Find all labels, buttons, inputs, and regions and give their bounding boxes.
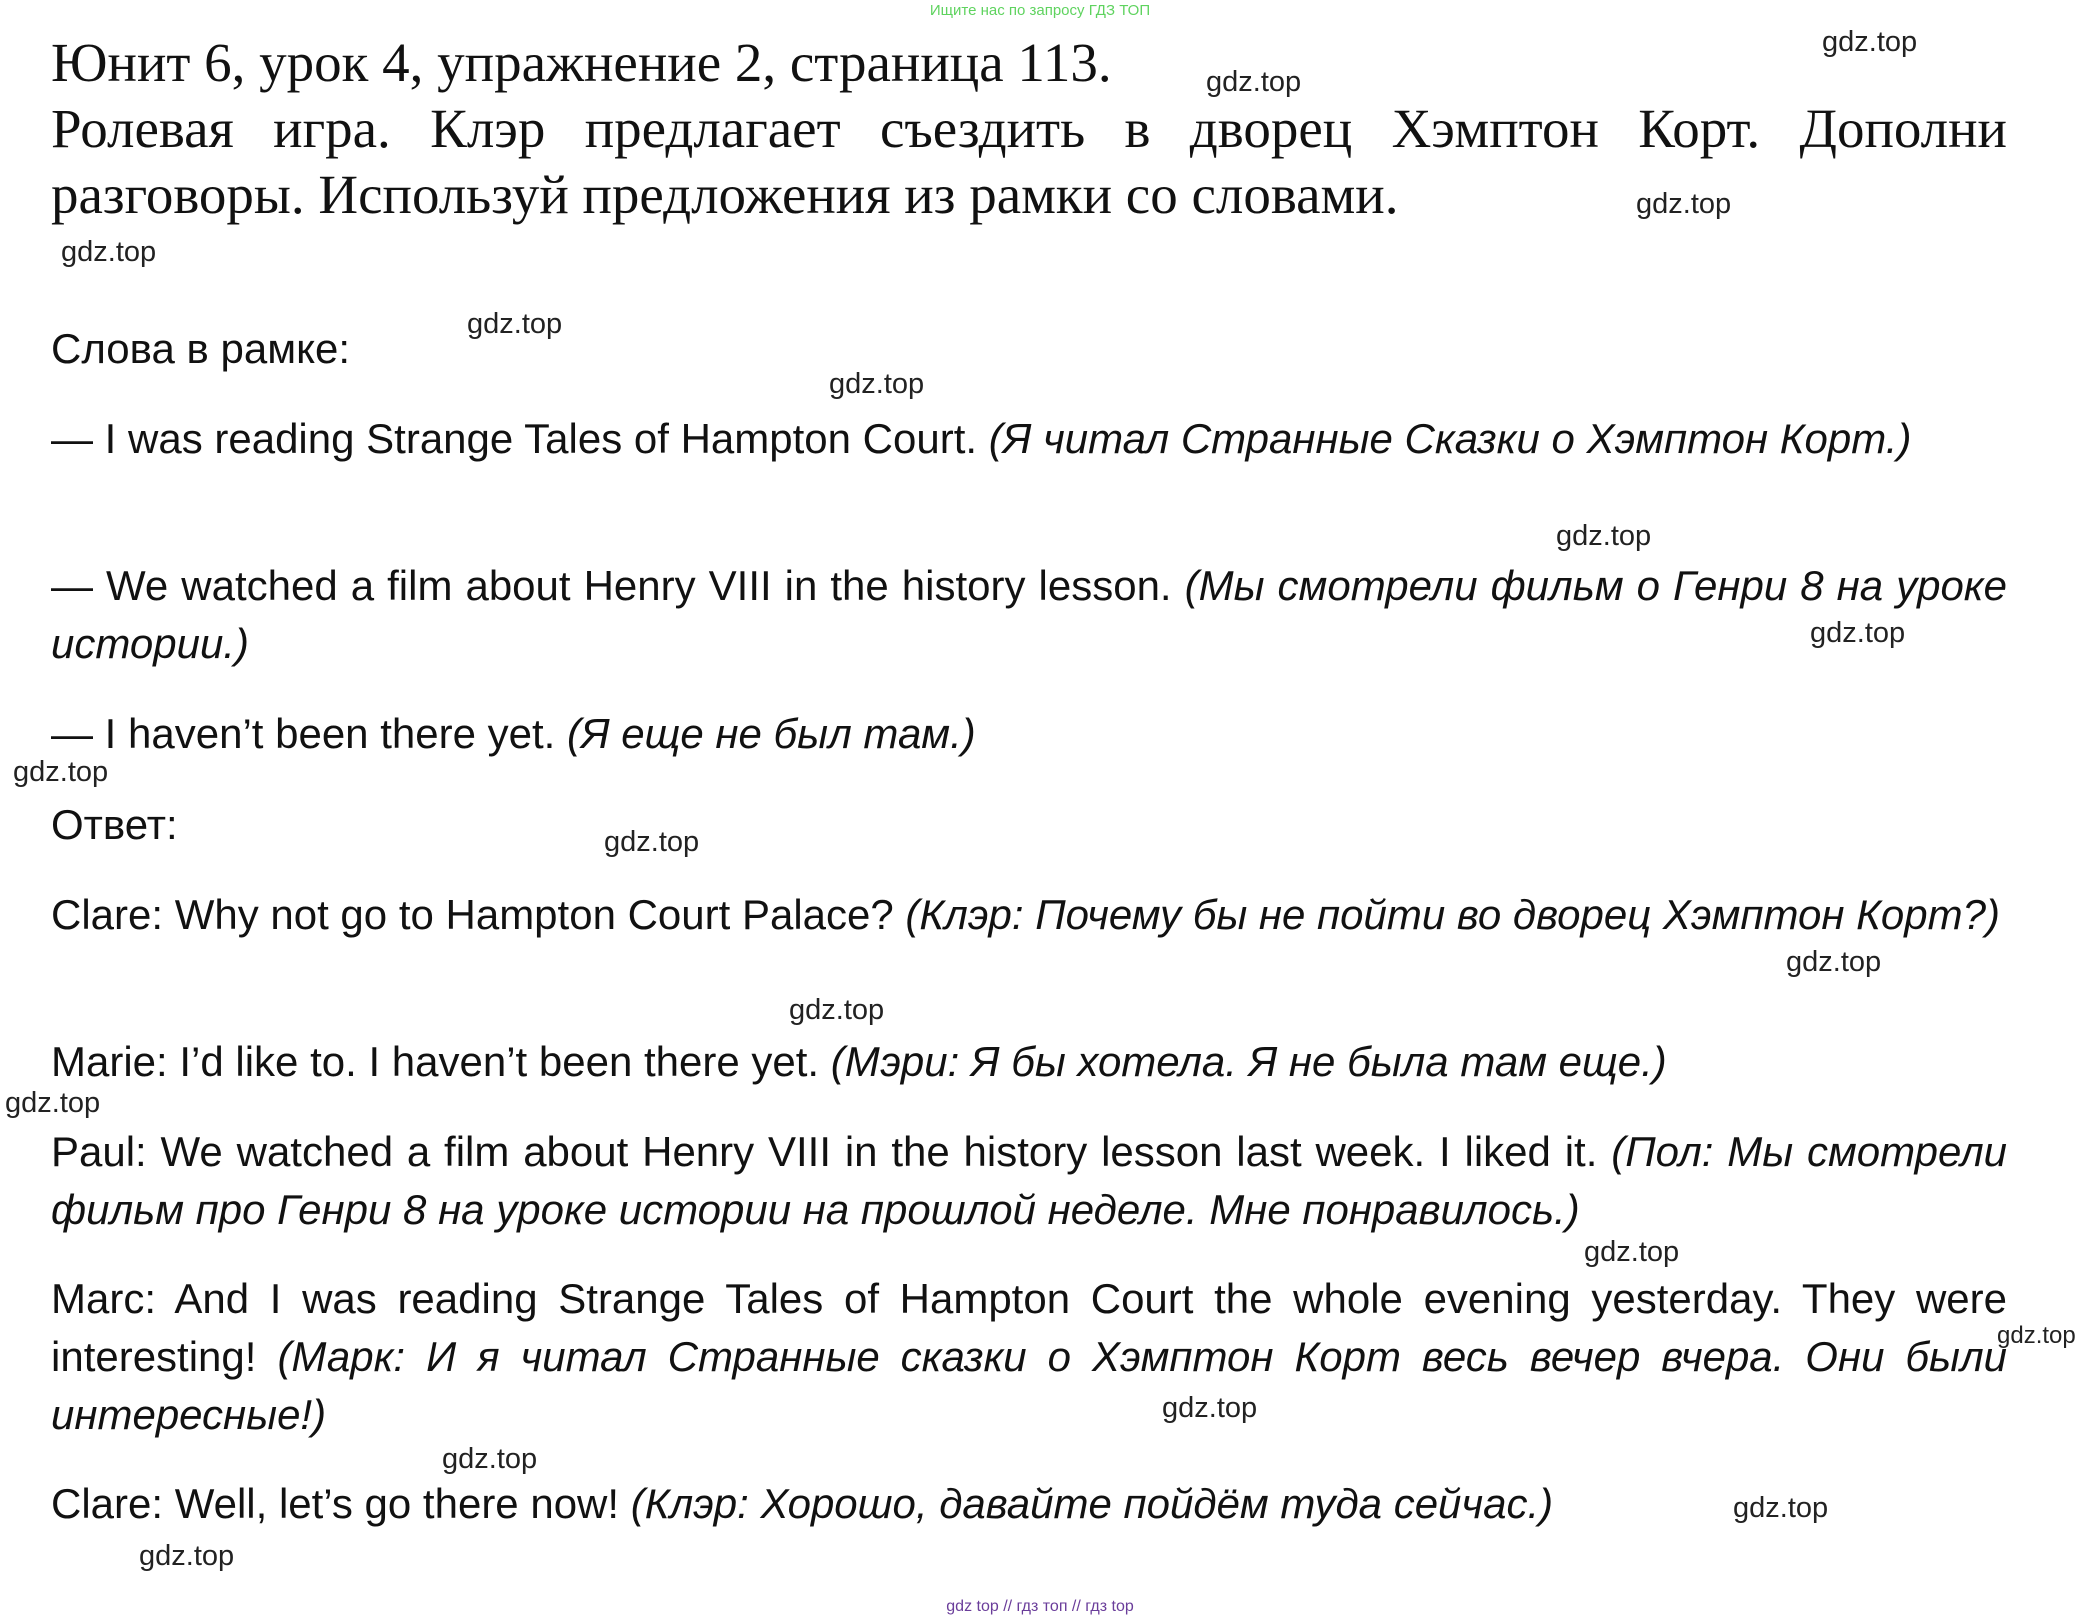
dialogue-ru: (Клэр: Почему бы не пойти во дворец Хэмптон Корт?) (905, 891, 2000, 938)
box-item (51, 557, 2007, 673)
watermark: gdz.top (13, 756, 109, 788)
dialogue-line (51, 1033, 2007, 1091)
watermark: gdz.top (467, 308, 563, 340)
watermark: gdz.top (1636, 188, 1732, 220)
dialogue-ru: (Мэри: Я бы хотела. Я не была там еще.) (830, 1038, 1667, 1085)
box-label: Слова в рамке: (51, 325, 350, 372)
task-text: Ролевая игра. Клэр предлагает съездить в дворец Хэмптон Корт. Дополни разговоры. Используй предложения из рамки со словами. (51, 98, 2007, 225)
watermark: gdz.top (1997, 1322, 2076, 1349)
dialogue-en: Clare: Why not go to Hampton Court Palace? (51, 891, 894, 938)
top-banner-link[interactable]: Ищите нас по запросу ГДЗ ТОП (929, 2, 1151, 19)
watermark: gdz.top (1733, 1492, 1829, 1524)
exercise-title: Юнит 6, урок 4, упражнение 2, страница 113. (51, 32, 1112, 93)
watermark: gdz.top (139, 1540, 235, 1572)
watermark: gdz.top (5, 1087, 101, 1119)
watermark: gdz.top (789, 994, 885, 1026)
box-item (51, 705, 2007, 763)
dialogue-line (51, 1475, 2007, 1533)
box-item-en: — I was reading Strange Tales of Hampton Court. (51, 415, 978, 462)
dialogue-en: Marc: And I was reading Strange Tales of Hampton Court the whole evening yesterday. They were interesting! (51, 1275, 2007, 1380)
watermark: gdz.top (1810, 617, 1906, 649)
watermark: gdz.top (1786, 946, 1882, 978)
box-item-ru: (Я читал Странные Сказки о Хэмптон Корт.) (988, 415, 1912, 462)
dialogue-ru: (Пол: Мы смотрели фильм про Генри 8 на уроке истории на прошлой неделе. Мне понравилось.) (51, 1128, 2008, 1233)
dialogue-en: Paul: We watched a film about Henry VIII in the history lesson last week. I liked it. (51, 1128, 1598, 1175)
dialogue-en: Clare: Well, let’s go there now! (51, 1480, 620, 1527)
dialogue-line (51, 886, 2007, 944)
box-item-en: — We watched a film about Henry VIII in the history lesson. (51, 562, 1172, 609)
watermark: gdz.top (442, 1443, 538, 1475)
footer-links[interactable]: gdz top // гдз топ // гдз top (946, 1598, 1134, 1615)
box-item (51, 410, 2007, 468)
dialogue-ru: (Клэр: Хорошо, давайте пойдём туда сейчас.) (630, 1480, 1554, 1527)
watermark: gdz.top (829, 368, 925, 400)
watermark: gdz.top (1556, 520, 1652, 552)
watermark: gdz.top (604, 826, 700, 858)
watermark: gdz.top (61, 236, 157, 268)
box-item-en: — I haven’t been there yet. (51, 710, 556, 757)
watermark: gdz.top (1162, 1392, 1258, 1424)
watermark: gdz.top (1584, 1236, 1680, 1268)
watermark: gdz.top (1206, 66, 1302, 98)
box-item-ru: (Я еще не был там.) (566, 710, 976, 757)
dialogue-ru: (Марк: И я читал Странные сказки о Хэмптон Корт весь вечер вчера. Они были интересные!) (51, 1333, 2007, 1438)
dialogue-line (51, 1270, 2007, 1444)
answer-label: Ответ: (51, 801, 178, 848)
box-item-ru: (Мы смотрели фильм о Генри 8 на уроке истории.) (51, 562, 2007, 667)
watermark: gdz.top (1822, 26, 1918, 58)
dialogue-line (51, 1123, 2007, 1239)
dialogue-en: Marie: I’d like to. I haven’t been there yet. (51, 1038, 820, 1085)
